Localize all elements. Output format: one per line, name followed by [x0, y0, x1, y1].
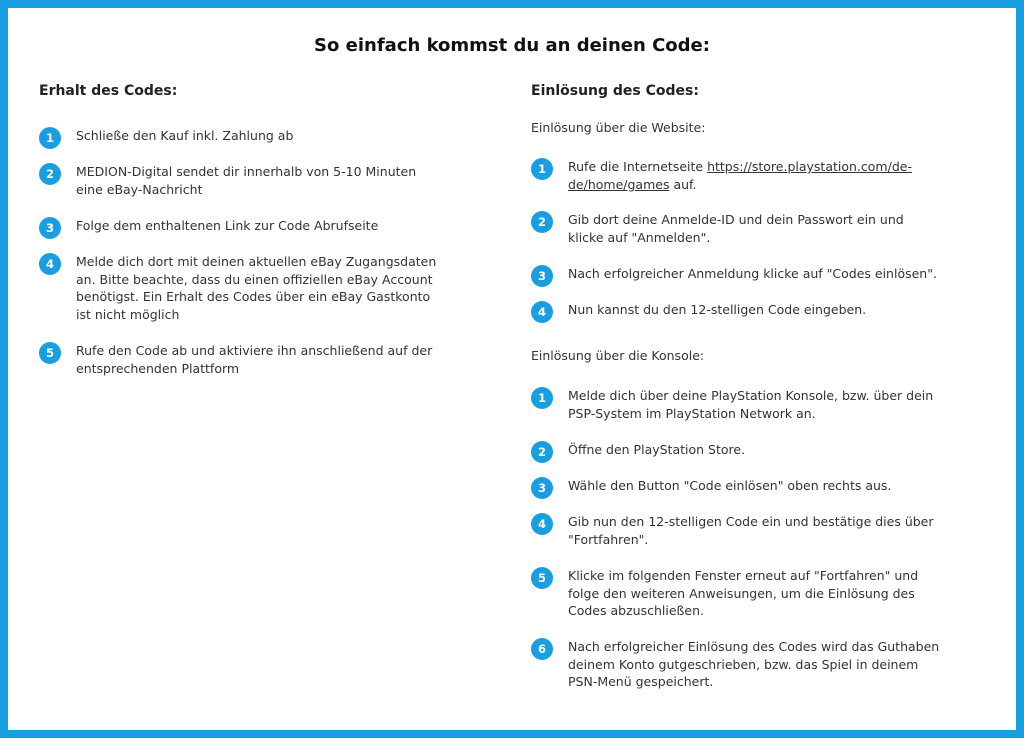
page-title: So einfach kommst du an deinen Code: [314, 35, 710, 56]
step-text: Öffne den PlayStation Store. [568, 442, 746, 457]
step-text: Klicke im folgenden Fenster erneut auf "Fortfahren" und folge den weiteren Anweisungen, um die Einlösung des Codes abzuschließen. [568, 568, 919, 618]
step-text: Folge dem enthaltenen Link zur Code Abrufseite [76, 218, 379, 233]
step-text [568, 158, 943, 193]
step-number-badge: 5 [531, 567, 553, 589]
step-text: Nun kannst du den 12-stelligen Code eingeben. [568, 302, 867, 317]
redeem-heading: Einlösung des Codes: [531, 83, 699, 99]
playstation-store-link[interactable]: https://store.playstation.com/de-de/home/games [568, 159, 912, 192]
step-number-badge: 3 [531, 265, 553, 287]
step-number-badge: 1 [39, 127, 61, 149]
step-text: Gib dort deine Anmelde-ID und dein Passwort ein und klicke auf "Anmelden". [568, 212, 904, 245]
step-text: Schließe den Kauf inkl. Zahlung ab [76, 128, 294, 143]
step-text: Wähle den Button "Code einlösen" oben rechts aus. [568, 478, 892, 493]
receive-heading: Erhalt des Codes: [39, 83, 178, 99]
step-text: MEDION-Digital sendet dir innerhalb von 5-10 Minuten eine eBay-Nachricht [76, 164, 417, 197]
step-text: Nach erfolgreicher Anmeldung klicke auf "Codes einlösen". [568, 266, 937, 281]
step-number-badge: 1 [531, 387, 553, 409]
step-number-badge: 5 [39, 342, 61, 364]
step-number-badge: 1 [531, 158, 553, 180]
step-text: Nach erfolgreicher Einlösung des Codes wird das Guthaben deinem Konto gutgeschrieben, bzw. das Spiel in deinem PSN-Menü gespeichert. [568, 639, 940, 689]
step-number-badge: 2 [531, 211, 553, 233]
step-number-badge: 4 [39, 253, 61, 275]
step-text: Melde dich dort mit deinen aktuellen eBay Zugangsdaten an. Bitte beachte, dass du einen offiziellen eBay Account benötigst. Ein Erhalt des Codes über ein eBay Gastkonto ist nicht möglich [76, 254, 437, 322]
step-text: Melde dich über deine PlayStation Konsole, bzw. über dein PSP-System im PlayStation Network an. [568, 388, 934, 421]
step-number-badge: 3 [39, 217, 61, 239]
website-subheading: Einlösung über die Website: [531, 120, 706, 135]
step-number-badge: 4 [531, 513, 553, 535]
step-text: Rufe den Code ab und aktiviere ihn anschließend auf der entsprechenden Plattform [76, 343, 433, 376]
step-number-badge: 2 [39, 163, 61, 185]
step-text-after: auf. [669, 176, 697, 192]
console-subheading: Einlösung über die Konsole: [531, 348, 705, 363]
step-number-badge: 2 [531, 441, 553, 463]
step-text: Gib nun den 12-stelligen Code ein und bestätige dies über "Fortfahren". [568, 514, 934, 547]
step-number-badge: 4 [531, 301, 553, 323]
step-number-badge: 3 [531, 477, 553, 499]
step-text-before: Rufe die Internetseite [568, 159, 708, 174]
step-number-badge: 6 [531, 638, 553, 660]
